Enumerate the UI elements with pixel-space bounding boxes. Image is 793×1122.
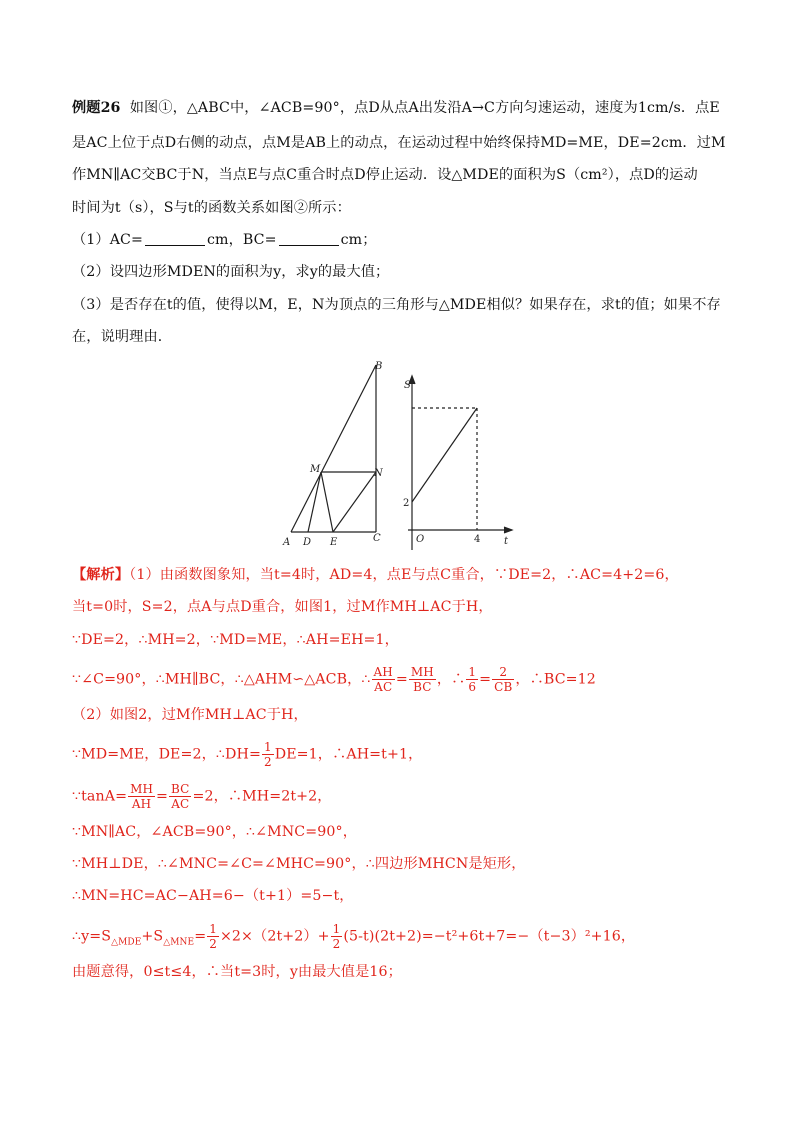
s11-text-a: ∴y=S: [72, 928, 112, 945]
solution-line-9: ∵MH⊥DE，∴∠MNC=∠C=∠MHC=90°，∴四边形MHCN是矩形，: [72, 856, 526, 872]
s4-text-c: ，∴BC=12: [515, 671, 596, 688]
y-axis-label: S: [404, 380, 411, 391]
problem-line-1: [72, 98, 720, 118]
frac-num: 1: [468, 665, 477, 679]
fraction-1-2: [262, 740, 274, 769]
solution-line-12: 由题意得，0≤t≤4，∴当t=3时，y由最大值是16；: [72, 964, 402, 980]
question-2: （2）设四边形MDEN的面积为y，求y的最大值；: [72, 264, 390, 280]
s4-text-a: ∵∠C=90°，∴MH∥BC，∴△AHM∽△ACB，∴: [72, 671, 371, 688]
frac-num: MH: [410, 665, 434, 679]
answer-blank-bc: [279, 231, 339, 246]
label-c: C: [373, 533, 381, 544]
frac-num: 1: [332, 922, 341, 936]
s11-text-e: (5-t)(2t+2)=−t²+6t+7=−（t−3）²+16，: [343, 928, 636, 945]
solution-line-5: （2）如图2，过M作MH⊥AC于H，: [72, 707, 308, 723]
problem-line-2: 是AC上位于点D右侧的动点，点M是AB上的动点，在运动过程中始终保持MD=ME，DE=2cm．过M: [72, 135, 726, 151]
question-3-line-2: 在，说明理由．: [72, 329, 173, 345]
frac-den: 2: [332, 937, 341, 951]
problem-line-3: 作MN∥AC交BC于N，当点E与点C重合时点D停止运动．设△MDE的面积为S（cm²），点D的运动: [72, 167, 698, 183]
frac-num: 2: [492, 665, 514, 680]
q1-text-c: cm；: [340, 232, 377, 248]
label-b: B: [375, 361, 383, 372]
question-3-line-1: （3）是否存在t的值，使得以M，E，N为顶点的三角形与△MDE相似？如果存在，求t的值；如果不存: [72, 297, 721, 313]
frac-num: AH: [373, 665, 393, 679]
solution-line-4: [72, 665, 596, 694]
y-tick-2: 2: [403, 498, 410, 509]
s11-text-b: +S: [141, 928, 164, 945]
frac-den: 2: [263, 755, 272, 769]
problem-line-4: 时间为t（s），S与t的函数关系如图②所示：: [72, 200, 351, 216]
frac-den: AH: [131, 797, 152, 811]
fraction-half-2: [331, 922, 343, 951]
frac-den: AC: [374, 680, 393, 694]
q1-text-b: cm，BC=: [207, 232, 277, 248]
solution-line-11: [72, 922, 635, 952]
solution-line-2: 当t=0时，S=2，点A与点D重合，如图1，过M作MH⊥AC于H，: [72, 599, 493, 615]
fraction-2-cb: [492, 665, 514, 694]
figure-2-graph: [400, 372, 518, 552]
x-tick-4: 4: [474, 534, 481, 545]
s6-text-b: DE=1，∴AH=t+1，: [274, 746, 423, 763]
answer-blank-ac: [145, 231, 205, 246]
s7-text-a: ∵tanA=: [72, 788, 128, 805]
figure-1-triangle: [275, 355, 395, 550]
label-a: A: [283, 537, 291, 548]
s7-text-b: =2，∴MH=2t+2，: [192, 788, 332, 805]
frac-num: 1: [263, 740, 272, 754]
frac-num: 1: [209, 922, 217, 936]
question-1: [72, 230, 377, 250]
solution-text-1: （1）由函数图象知，当t=4时，AD=4，点E与点C重合，∵DE=2，∴AC=4+2=6，: [129, 567, 679, 583]
fraction-mh-bc: [409, 665, 436, 694]
solution-line-3: ∵DE=2，∴MH=2，∵MD=ME，∴AH=EH=1，: [72, 632, 399, 648]
fraction-mh-ah: [128, 782, 155, 811]
q1-text-a: （1）AC=: [72, 232, 143, 248]
s11-subscript-mne: △MNE: [163, 937, 195, 948]
fraction-ah-ac: [372, 665, 395, 694]
frac-den: 6: [468, 680, 477, 694]
s11-text-d: ×2×（2t+2）+: [219, 928, 330, 945]
s6-text-a: ∵MD=ME，DE=2，∴DH=: [72, 746, 261, 763]
label-e: E: [330, 537, 338, 548]
frac-den: BC: [413, 680, 432, 694]
s7-equals: =: [156, 788, 169, 805]
frac-den: CB: [494, 680, 513, 694]
solution-line-10: ∴MN=HC=AC−AH=6−（t+1）=5−t，: [72, 888, 354, 904]
s4-equals-1: =: [395, 671, 408, 688]
x-axis-label: t: [504, 536, 509, 547]
solution-line-1: [72, 565, 679, 585]
solution-line-6: [72, 740, 422, 769]
frac-num: MH: [130, 782, 154, 796]
fraction-1-6: [466, 665, 478, 694]
s4-equals-2: =: [479, 671, 492, 688]
problem-text-1: 如图①，△ABC中，∠ACB=90°，点D从点A出发沿A→C方向匀速运动，速度为1cm/s．点E: [129, 100, 720, 116]
s11-text-c: =: [194, 928, 207, 945]
fraction-bc-ac: [169, 782, 191, 811]
frac-den: AC: [171, 797, 190, 811]
label-m: M: [310, 464, 321, 475]
s4-text-b: ，∴: [436, 671, 466, 688]
frac-den: 2: [209, 937, 217, 951]
solution-line-7: [72, 782, 332, 811]
fraction-half-1: [207, 922, 219, 951]
s11-subscript-mde: △MDE: [111, 937, 142, 948]
label-n: N: [374, 468, 383, 479]
origin-label: O: [416, 534, 425, 545]
solution-line-8: ∵MN∥AC，∠ACB=90°，∴∠MNC=90°，: [72, 824, 357, 840]
frac-num: BC: [171, 782, 190, 796]
label-d: D: [303, 537, 312, 548]
problem-label: 例题26: [72, 100, 121, 116]
solution-label: 【解析】: [72, 567, 130, 583]
